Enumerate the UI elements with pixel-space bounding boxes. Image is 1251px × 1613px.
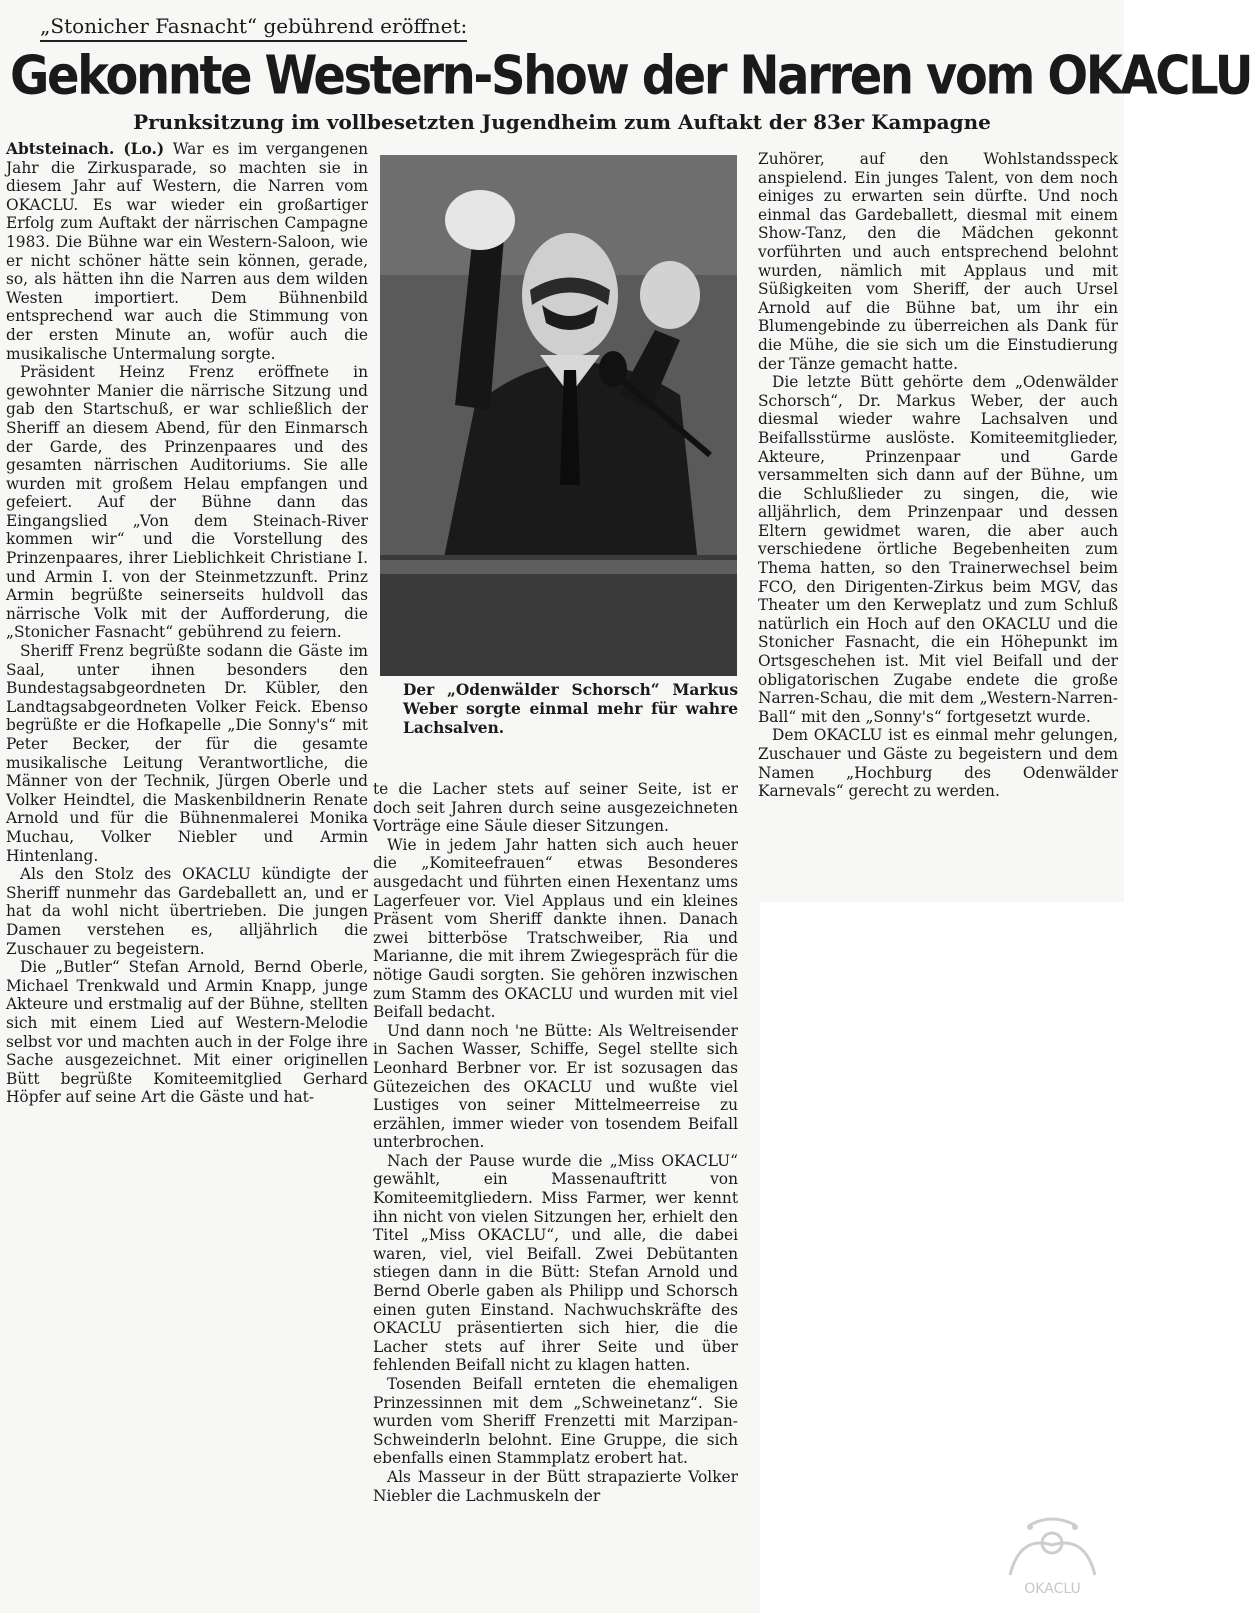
paragraph: Zuhörer, auf den Wohlstandsspeck anspielend. Ein junges Talent, von dem noch einiges zu erwarten sein dürfte. Und noch einmal das Gardeballett, diesmal mit einem Show-Tanz, den die Mädchen gekonnt vorführten und auch entsprechend belohnt wurden, nämlich mit Applaus und mit Süßigkeiten vom Sheriff, der auch Ursel Arnold auf die Bühne bat, um ihr ein Blumengebinde zu überreichen als Dank für die Mühe, die sie sich um die Einstudierung der Tänze gemacht hatte. <box>758 150 1118 373</box>
paragraph: te die Lacher stets auf seiner Seite, ist er doch seit Jahren durch seine ausgezeichneten Vorträge eine Säule dieser Sitzungen. <box>373 780 738 836</box>
logo-text: OKACLU <box>1024 1581 1081 1597</box>
jester-icon <box>990 1515 1115 1585</box>
paragraph: Als den Stolz des OKACLU kündigte der Sheriff nunmehr das Gardeballett an, und er hat da wohl nicht übertrieben. Die jungen Damen verstehen es, alljährlich die Zuschauer zu begeistern. <box>6 865 368 958</box>
paragraph: Die letzte Bütt gehörte dem „Odenwälder Schorsch“, Dr. Markus Weber, der auch diesmal wieder wahre Lachsalven und Beifallsstürme auslöste. Komiteemitglieder, Akteure, Prinzenpaar und Garde versammelten sich dann auf der Bühne, um die Schlußlieder zu singen, die, wie alljährlich, dem Prinzenpaar und dessen Eltern gewidmet waren, die aber auch verschiedene örtliche Begebenheiten zum Thema hatten, so den Trainerwechsel beim FCO, den Dirigenten-Zirkus beim MGV, das Theater um den Kerweplatz und zum Schluß natürlich ein Hoch auf den OKACLU und die Stonicher Fasnacht, die ein Höhepunkt im Ortsgeschehen ist. Mit viel Beifall und der obligatorischen Zugabe endete die große Narren-Schau, die mit dem „Western-Narren-Ball“ mit den „Sonny's“ fortgesetzt wurde. <box>758 373 1118 726</box>
paragraph: Dem OKACLU ist es einmal mehr gelungen, Zuschauer und Gäste zu begeistern und dem Namen „Hochburg des Odenwälder Karnevals“ gerecht zu werden. <box>758 726 1118 801</box>
headline: Gekonnte Western-Show der Narren vom OKACLU <box>10 44 1251 107</box>
paragraph: Die „Butler“ Stefan Arnold, Bernd Oberle, Michael Trenkwald und Armin Knapp, junge Akteure und erstmalig auf der Bühne, stellten sich mit einem Lied auf Western-Melodie selbst vor und machten auch in der Folge ihre Sache ausgezeichnet. Mit einer originellen Bütt begrüßte Komiteemitglied Gerhard Höpfer auf seine Art die Gäste und hat- <box>6 958 368 1107</box>
paragraph: Als Masseur in der Bütt strapazierte Volker Niebler die Lachmuskeln der <box>373 1467 738 1505</box>
subheadline: Prunksitzung im vollbesetzten Jugendheim zum Auftakt der 83er Kampagne <box>133 110 991 134</box>
paragraph: Nach der Pause wurde die „Miss OKACLU“ gewählt, ein Massenauftritt von Komiteemitgliedern. Miss Farmer, wer kennt ihn nicht von vielen Sitzungen her, erhielt den Titel „Miss OKACLU“, und alle, die dabei waren, viel, viel Beifall. Zwei Debütanten stiegen dann in die Bütt: Stefan Arnold und Bernd Oberle gaben als Philipp und Schorsch einen guten Einstand. Nachwuchskräfte des OKACLU präsentierten sich hier, die die Lacher stets auf ihrer Seite und über fehlenden Beifall nicht zu klagen hatten. <box>373 1151 738 1375</box>
paragraph: Sheriff Frenz begrüßte sodann die Gäste im Saal, unter ihnen besonders den Bundestagsabgeordneten Dr. Kübler, den Landtagsabgeordneten Volker Feick. Ebenso begrüßte er die Hofkapelle „Die Sonny's“ mit Peter Becker, der für die gesamte musikalische Leitung Verantwortliche, die Männer von der Technik, Jürgen Oberle und Volker Heindtel, die Maskenbildnerin Renate Arnold und für die Bühnenmalerei Monika Muchau, Volker Niebler und Armin Hintenlang. <box>6 642 368 865</box>
paragraph: Präsident Heinz Frenz eröffnete in gewohnter Manier die närrische Sitzung und gab den Startschuß, er war schließlich der Sheriff an diesem Abend, für den Einmarsch der Garde, des Prinzenpaares und des gesamten närrischen Auditoriums. Sie alle wurden mit großem Helau empfangen und gefeiert. Auf der Bühne dann das Eingangslied „Von dem Steinach-River kommen wir“ und die Vorstellung des Prinzenpaares, ihrer Lieblichkeit Christiane I. und Armin I. von der Steinmetzzunft. Prinz Armin begrüßte seinerseits huldvoll das närrische Volk mit der Aufforderung, die „Stonicher Fasnacht“ gebührend zu feiern. <box>6 363 368 642</box>
paragraph-text: War es im vergangenen Jahr die Zirkusparade, so machten sie in diesem Jahr auf Western, die Narren vom OKACLU. Es war wieder ein großartiger Erfolg zum Auftakt der närrischen Campagne 1983. Die Bühne war ein Western-Saloon, wie er nicht schöner hätte sein können, gerade, so, als hätten ihn die Narren aus dem wilden Westen importiert. Dem Bühnenbild entsprechend war auch die Stimmung von der ersten Minute an, wofür auch die musikalische Untermalung sorgte. <box>6 140 368 363</box>
article-column-3 <box>758 150 1118 900</box>
paragraph: Wie in jedem Jahr hatten sich auch heuer die „Komiteefrauen“ etwas Besonderes ausgedacht und führten einen Hexentanz ums Lagerfeuer vor. Viel Applaus und ein kleines Präsent vom Sheriff dankte ihnen. Danach zwei bitterböse Tratschweiber, Ria und Marianne, die mit ihrem Zwiegespräch für die nötige Gaudi sorgten. Sie gehören inzwischen zum Stamm des OKACLU und wurden mit viel Beifall bedacht. <box>373 835 738 1022</box>
article-column-1 <box>6 140 368 1238</box>
photo-caption: Der „Odenwälder Schorsch“ Markus Weber sorgte einmal mehr für wahre Lachsalven. <box>403 681 738 737</box>
kicker: „Stonicher Fasnacht“ gebührend eröffnet: <box>40 14 467 42</box>
paragraph: Tosenden Beifall ernteten die ehemaligen Prinzessinnen mit dem „Schweinetanz“. Sie wurden vom Sheriff Frenzetti mit Marzipan-Schweinderln belohnt. Eine Gruppe, die sich ebenfalls einen Stammplatz erobert hat. <box>373 1375 738 1468</box>
paragraph <box>6 140 368 363</box>
okaclu-logo-watermark <box>990 1515 1115 1605</box>
article-column-2 <box>373 780 738 1605</box>
paragraph: Und dann noch 'ne Bütte: Als Weltreisender in Sachen Wasser, Schiffe, Segel stellte sich Leonhard Berbner vor. Er ist sozusagen das Gütezeichen des OKACLU und wußte viel Lustiges von seiner Mittelmeerreise zu erzählen, immer wieder von tosendem Beifall unterbrochen. <box>373 1021 738 1152</box>
dateline: Abtsteinach. (Lo.) <box>6 140 165 158</box>
speaker-photo <box>380 155 737 676</box>
clipping-cut-area <box>760 902 1124 1613</box>
